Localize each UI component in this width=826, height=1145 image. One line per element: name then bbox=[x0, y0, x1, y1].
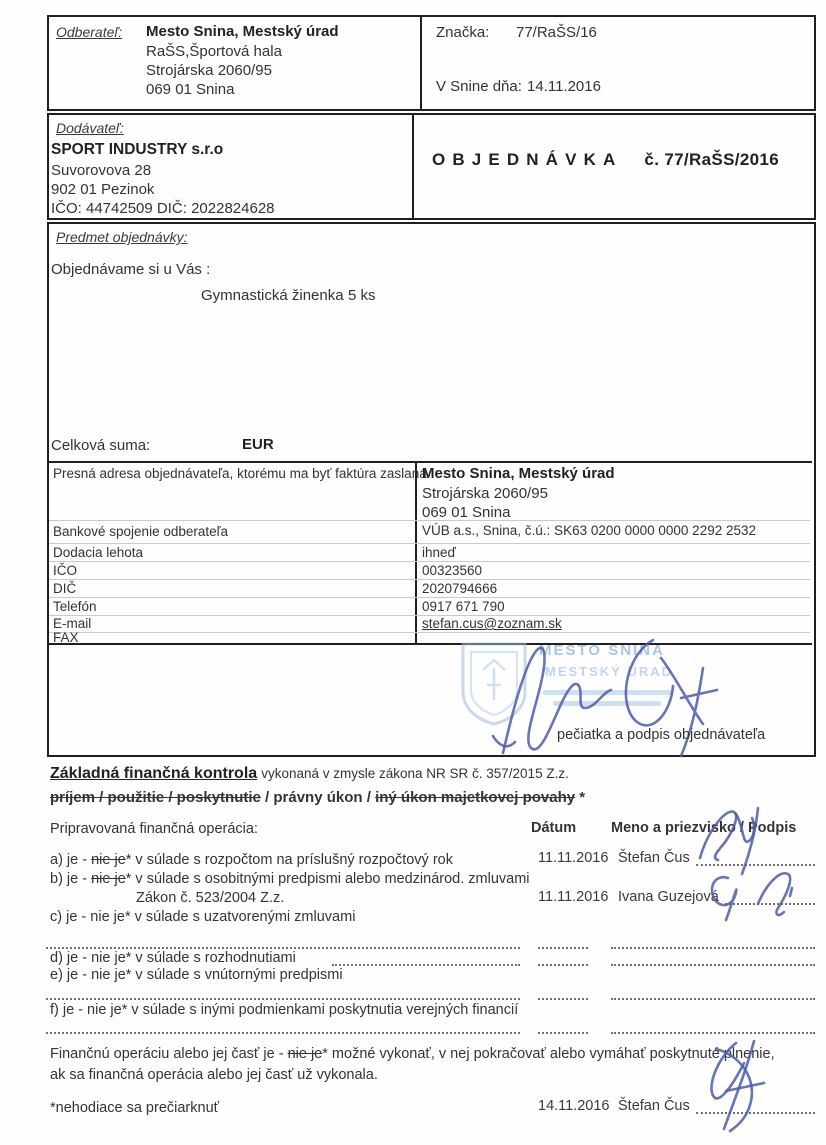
table-row-value-phone: 0917 671 790 bbox=[422, 599, 505, 614]
control-title-rest: vykonaná v zmysle zákona NR SR č. 357/2015 Z.z. bbox=[261, 766, 569, 781]
date-value: 14.11.2016 bbox=[527, 78, 601, 95]
signature-final bbox=[690, 1035, 785, 1135]
customer-box-divider bbox=[420, 15, 422, 109]
control-item-e: e) je - nie je* v súlade s vnútornými predpismi bbox=[50, 967, 343, 983]
table-row-label-delivery: Dodacia lehota bbox=[53, 545, 144, 560]
dotted-line bbox=[538, 963, 588, 966]
dotted-line bbox=[332, 963, 520, 966]
control-seg4: * bbox=[575, 789, 586, 806]
footer-post: * možné vykonať, v nej pokračovať alebo vymáhať poskytnuté plnenie, bbox=[322, 1046, 775, 1062]
control-seg1: príjem / použitie / poskytnutie bbox=[50, 789, 261, 806]
signoff-final-name: Štefan Čus bbox=[618, 1098, 690, 1114]
dotted-line bbox=[538, 1031, 588, 1034]
total-currency: EUR bbox=[242, 436, 274, 453]
order-item-qty: 5 ks bbox=[348, 287, 376, 304]
control-footer-line2: ak sa finančná operácia alebo jej časť už vykonala. bbox=[50, 1067, 378, 1083]
control-footer-line1 bbox=[50, 1046, 775, 1062]
customer-line4: 069 01 Snina bbox=[146, 81, 235, 98]
item-b-post: * v súlade s osobitnými predpismi alebo medzinárod. zmluvami bbox=[125, 871, 530, 887]
table-row-label-address: Presná adresa objednávateľa, ktorému ma byť faktúra zaslaná bbox=[53, 466, 427, 481]
invoice-address-line3: 069 01 Snina bbox=[422, 504, 511, 521]
stamp-caption: pečiatka a podpis objednávateľa bbox=[557, 727, 766, 743]
customer-line2: RaŠS,Športová hala bbox=[146, 43, 282, 60]
dotted-line bbox=[611, 997, 815, 1000]
ref-label: Značka: bbox=[436, 24, 490, 41]
signoff-a-date: 11.11.2016 bbox=[538, 850, 609, 866]
table-row-value-bank: VÚB a.s., Snina, č.ú.: SK63 0200 0000 0000 2292 2532 bbox=[422, 523, 756, 538]
supplier-box-divider bbox=[412, 113, 414, 218]
item-a-post: * v súlade s rozpočtom na príslušný rozpočtový rok bbox=[125, 852, 453, 868]
control-operation-types bbox=[50, 789, 585, 806]
control-item-d: d) je - nie je* v súlade s rozhodnutiami bbox=[50, 950, 296, 966]
table-row-label-email: E-mail bbox=[53, 616, 92, 631]
control-title-line bbox=[50, 765, 569, 783]
order-item: Gymnastická žinenka bbox=[201, 287, 344, 304]
item-b-strike: nie je bbox=[91, 871, 126, 887]
dotted-line bbox=[46, 946, 520, 949]
customer-line3: Strojárska 2060/95 bbox=[146, 62, 272, 79]
table-row-value-dic: 2020794666 bbox=[422, 581, 498, 596]
table-rowline bbox=[49, 561, 810, 562]
supplier-line2: Suvorovova 28 bbox=[51, 162, 152, 179]
order-title-number: č. 77/RaŠS/2016 bbox=[644, 150, 780, 169]
table-row-label-phone: Telefón bbox=[53, 599, 97, 614]
item-a-pre: a) je - bbox=[50, 852, 92, 868]
dotted-line bbox=[611, 1031, 815, 1034]
table-rowline bbox=[49, 543, 810, 544]
control-title: Základná finančná kontrola bbox=[50, 765, 258, 782]
control-item-a bbox=[50, 852, 453, 868]
footer-pre: Finančnú operáciu alebo jej časť je - bbox=[50, 1046, 288, 1062]
supplier-line3: 902 01 Pezinok bbox=[51, 181, 155, 198]
table-row-value-email: stefan.cus@zoznam.sk bbox=[422, 616, 562, 631]
table-row-value-delivery: ihneď bbox=[422, 545, 456, 560]
order-title-word: OBJEDNÁVKA bbox=[432, 150, 623, 169]
supplier-name: SPORT INDUSTRY s.r.o bbox=[51, 141, 224, 158]
order-title bbox=[432, 150, 779, 170]
stamp-line1: MESTO SNINA bbox=[539, 642, 665, 659]
customer-name: Mesto Snina, Mestský úrad bbox=[146, 23, 339, 40]
signoff-final-date: 14.11.2016 bbox=[538, 1098, 610, 1114]
control-item-c: c) je - nie je* v súlade s uzatvorenými zmluvami bbox=[50, 909, 356, 925]
table-row-label-fax: FAX bbox=[53, 630, 79, 645]
dotted-line bbox=[538, 997, 588, 1000]
customer-label: Odberateľ: bbox=[56, 24, 123, 40]
dotted-line bbox=[611, 946, 815, 949]
dotted-line bbox=[46, 1031, 520, 1034]
table-row-label-bank: Bankové spojenie odberateľa bbox=[53, 524, 229, 539]
table-row-value-ico: 00323560 bbox=[422, 563, 483, 578]
table-row-label-dic: DIČ bbox=[53, 581, 77, 596]
signoff-b-name: Ivana Guzejová bbox=[618, 889, 719, 905]
total-label: Celková suma: bbox=[51, 437, 151, 454]
invoice-address-line2: Strojárska 2060/95 bbox=[422, 485, 548, 502]
control-item-b bbox=[50, 871, 530, 887]
table-divider bbox=[415, 461, 417, 644]
footer-strike: nie je bbox=[287, 1046, 323, 1062]
table-rowline bbox=[49, 579, 810, 580]
table-rowline bbox=[49, 597, 810, 598]
prepared-operation-label: Pripravovaná finančná operácia: bbox=[50, 821, 258, 837]
control-item-b-law: Zákon č. 523/2004 Z.z. bbox=[136, 890, 285, 906]
order-intro: Objednávame si u Vás : bbox=[51, 261, 211, 278]
item-a-strike: nie je bbox=[91, 852, 126, 868]
invoice-address-name: Mesto Snina, Mestský úrad bbox=[422, 465, 615, 482]
stamp-line2: MESTSKÝ ÚRAD bbox=[545, 664, 674, 679]
signature-b bbox=[700, 860, 805, 928]
subject-label: Predmet objednávky: bbox=[56, 229, 188, 245]
column-header-name: Meno a priezvisko / Podpis bbox=[611, 820, 797, 836]
signoff-b-date: 11.11.2016 bbox=[538, 889, 609, 905]
dotted-line bbox=[611, 963, 815, 966]
column-header-date: Dátum bbox=[531, 820, 577, 836]
signoff-a-name: Štefan Čus bbox=[618, 850, 690, 866]
control-item-f: f) je - nie je* v súlade s inými podmienkami poskytnutia verejných financií bbox=[50, 1002, 519, 1018]
table-row-label-ico: IČO bbox=[53, 563, 78, 578]
table-top-border bbox=[47, 461, 812, 463]
dotted-line bbox=[46, 997, 520, 1000]
crossout-note: *nehodiace sa prečiarknuť bbox=[50, 1100, 220, 1116]
ref-value: 77/RaŠS/16 bbox=[516, 24, 597, 41]
supplier-label: Dodávateľ: bbox=[56, 120, 124, 136]
item-b-pre: b) je - bbox=[50, 871, 92, 887]
control-seg3: iný úkon majetkovej povahy bbox=[375, 789, 576, 806]
supplier-line4: IČO: 44742509 DIČ: 2022824628 bbox=[51, 200, 275, 217]
date-label: V Snine dňa: bbox=[436, 78, 522, 95]
control-seg2: / právny úkon / bbox=[260, 789, 376, 806]
dotted-line bbox=[538, 946, 588, 949]
